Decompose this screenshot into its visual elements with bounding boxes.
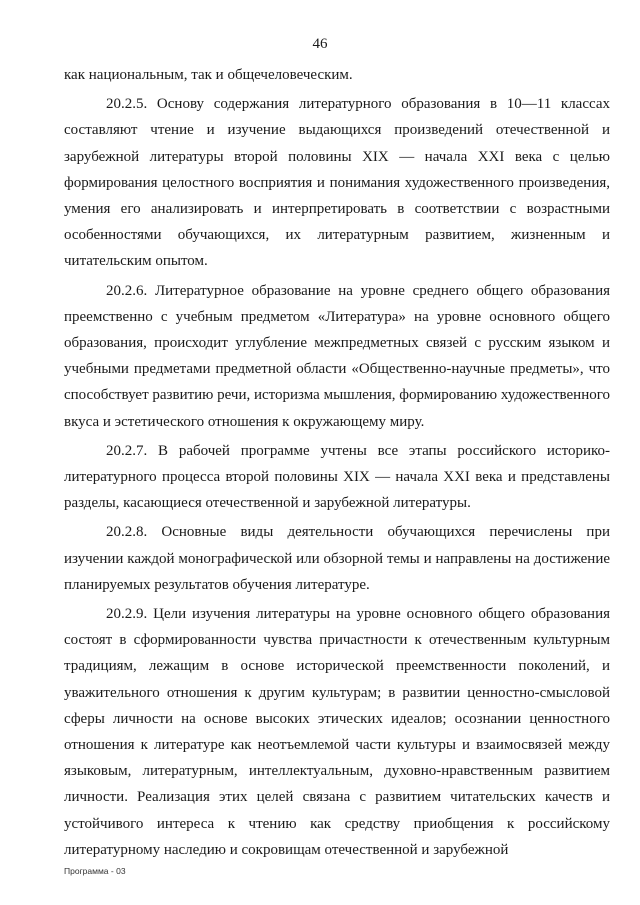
paragraph-20-2-5: 20.2.5. Основу содержания литературного образования в 10—11 классах составляют чтение и изучение выдающихся произведений отечественной и зарубежной литературы второй половины XIX — начала XXI века с целью формирования целостного восприятия и понимания художественного произведения, умения его анализировать и интерпретировать в соответствии с возрастными особенностями обучающихся, их литературным развитием, жизненным и читательским опытом. xyxy=(64,96,610,270)
paragraph-continuation: как национальным, так и общечеловеческим. xyxy=(64,67,353,83)
paragraph-20-2-7: 20.2.7. В рабочей программе учтены все этапы российского историко-литературного процесса второй половины XIX — начала XXI века и представлены разделы, касающиеся отечественной и зарубежной литературы. xyxy=(64,442,610,512)
page-footer: Программа - 03 xyxy=(64,866,126,876)
document-body xyxy=(64,62,610,863)
paragraph-20-2-6: 20.2.6. Литературное образование на уровне среднего общего образования преемственно с учебным предметом «Литература» на уровне основного общего образования, происходит углубление межпредметных связей с русским языком и учебными предметами предметной области «Общественно-научные предметы», что способствует развитию речи, историзма мышления, формированию художественного вкуса и эстетического отношения к окружающему миру. xyxy=(64,282,610,430)
paragraph-20-2-9: 20.2.9. Цели изучения литературы на уровне основного общего образования состоят в сформированности чувства причастности к отечественным культурным традициям, лежащим в основе исторической преемственности поколений, и уважительного отношения к другим культурам; в развитии ценностно-смысловой сферы личности на основе высоких этических идеалов; осознании ценностного отношения к литературе как неотъемлемой части культуры и взаимосвязей между языковым, литературным, интеллектуальным, духовно-нравственным развитием личности. Реализация этих целей связана с развитием читательских качеств и устойчивого интереса к чтению как средству приобщения к российскому литературному наследию и сокровищам отечественной и зарубежной xyxy=(64,606,610,858)
page-number: 46 xyxy=(312,36,328,52)
paragraph-20-2-8: 20.2.8. Основные виды деятельности обучающихся перечислены при изучении каждой монографической или обзорной темы и направлены на достижение планируемых результатов обучения литературе. xyxy=(64,524,610,593)
